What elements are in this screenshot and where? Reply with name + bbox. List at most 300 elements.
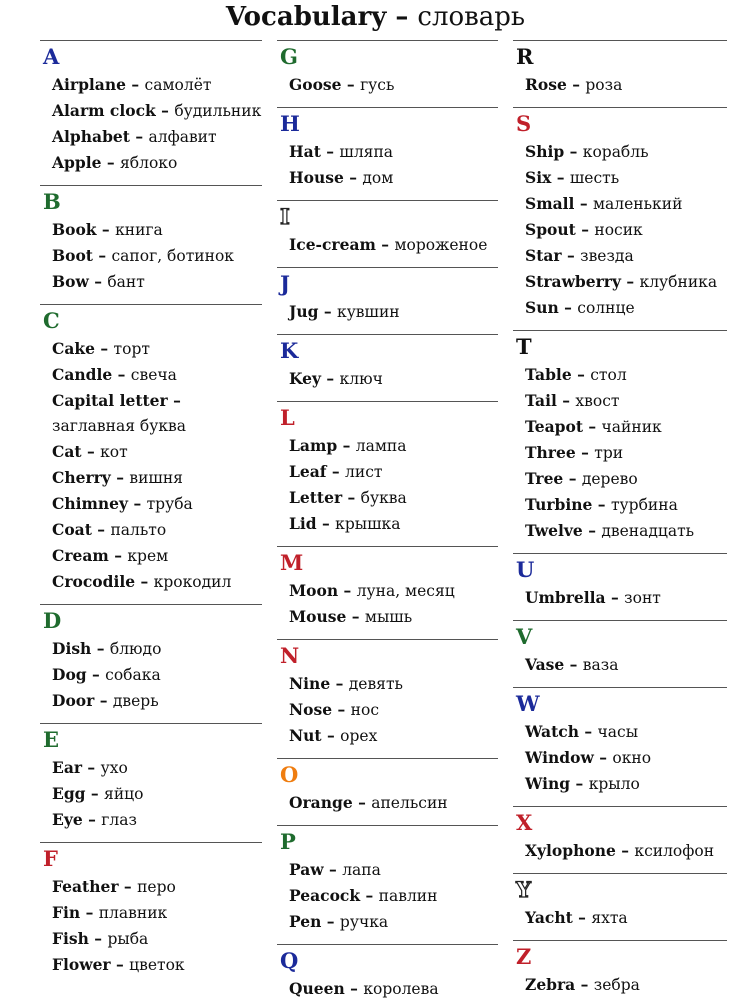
section-letter: I xyxy=(280,204,290,229)
section-letter: S xyxy=(516,111,532,136)
entry-dash: – xyxy=(344,979,364,998)
vocabulary-entry xyxy=(513,295,727,321)
entry-dash: – xyxy=(605,588,625,607)
russian-translation: яблоко xyxy=(120,154,178,172)
entry-dash: – xyxy=(574,194,593,213)
vocabulary-entry xyxy=(40,543,262,569)
english-word: Three xyxy=(525,443,576,462)
english-word: Mouse xyxy=(289,607,347,626)
vocabulary-entry xyxy=(513,771,727,797)
english-word: Jug xyxy=(289,302,319,321)
entry-dash: – xyxy=(91,639,110,658)
entry-dash: – xyxy=(86,665,106,684)
section-letter: O xyxy=(280,762,299,787)
letter-section-v xyxy=(513,620,727,687)
russian-translation: орех xyxy=(340,727,378,745)
section-letter: T xyxy=(516,334,532,359)
english-word: Letter xyxy=(289,488,343,507)
letter-section-m xyxy=(277,546,498,639)
english-word: Rose xyxy=(525,75,567,94)
vocabulary-entry xyxy=(40,636,262,662)
entry-dash: – xyxy=(80,903,99,922)
english-word: Door xyxy=(52,691,95,710)
russian-translation: лапа xyxy=(342,861,381,879)
english-word: Ear xyxy=(52,758,83,777)
entry-dash: – xyxy=(551,168,570,187)
vocabulary-column-3 xyxy=(513,40,727,1000)
russian-translation: луна, месяц xyxy=(356,582,455,600)
russian-translation: зонт xyxy=(624,589,661,607)
vocabulary-entry xyxy=(277,139,498,165)
letter-section-a xyxy=(40,40,262,185)
russian-translation: глаз xyxy=(101,811,137,829)
entry-dash: – xyxy=(108,546,128,565)
english-word: Ice-cream xyxy=(289,235,376,254)
vocabulary-entry xyxy=(513,972,727,998)
russian-translation: маленький xyxy=(592,195,683,213)
vocabulary-entry xyxy=(40,217,262,243)
vocabulary-entry xyxy=(40,781,262,807)
russian-translation: заглавная буква xyxy=(52,417,187,435)
russian-translation: зебра xyxy=(593,976,640,994)
entry-dash: – xyxy=(593,748,613,767)
letter-section-z xyxy=(513,940,727,1000)
section-letter: P xyxy=(280,829,296,854)
english-word: Goose xyxy=(289,75,342,94)
entry-dash: – xyxy=(375,235,395,254)
entry-dash: – xyxy=(318,302,337,321)
english-word: Sun xyxy=(525,298,559,317)
english-word: Dog xyxy=(52,665,87,684)
vocabulary-entry xyxy=(277,883,498,909)
english-word: Book xyxy=(52,220,97,239)
vocabulary-entry xyxy=(513,362,727,388)
vocabulary-entry xyxy=(277,165,498,191)
section-letter: M xyxy=(280,550,304,575)
entry-dash: – xyxy=(167,391,181,410)
english-word: Vase xyxy=(525,655,565,674)
english-word: Alphabet xyxy=(52,127,130,146)
english-word: Moon xyxy=(289,581,339,600)
section-letter: H xyxy=(280,111,300,136)
entry-dash: – xyxy=(343,168,363,187)
english-word: Capital letter xyxy=(52,391,168,410)
entry-dash: – xyxy=(561,246,581,265)
english-word: Bow xyxy=(52,272,89,291)
vocabulary-entry xyxy=(513,585,727,611)
entry-dash: – xyxy=(125,75,145,94)
vocabulary-entry xyxy=(277,366,498,392)
english-word: Coat xyxy=(52,520,92,539)
vocabulary-entry xyxy=(40,439,262,465)
vocabulary-entry xyxy=(40,243,262,269)
vocabulary-entry xyxy=(277,459,498,485)
vocabulary-entry xyxy=(513,466,727,492)
entry-dash: – xyxy=(112,365,131,384)
vocabulary-entry xyxy=(513,139,727,165)
entry-dash: – xyxy=(323,860,343,879)
russian-translation: лампа xyxy=(355,437,407,455)
entry-dash: – xyxy=(564,655,583,674)
letter-section-r xyxy=(513,40,727,107)
vocabulary-entry xyxy=(513,243,727,269)
entry-dash: – xyxy=(620,272,640,291)
letter-section-d xyxy=(40,604,262,723)
vocabulary-entry xyxy=(277,976,498,1000)
vocabulary-entry xyxy=(40,72,262,98)
entry-dash: – xyxy=(82,810,102,829)
english-word: Dish xyxy=(52,639,92,658)
vocabulary-entry xyxy=(277,485,498,511)
vocabulary-entry xyxy=(40,98,262,124)
section-letter: W xyxy=(516,691,540,716)
entry-dash: – xyxy=(316,514,336,533)
section-letter: L xyxy=(280,405,295,430)
russian-translation: королева xyxy=(363,980,439,998)
entry-dash: – xyxy=(82,758,101,777)
entry-dash: – xyxy=(556,391,576,410)
entry-dash: – xyxy=(330,674,349,693)
russian-translation: собака xyxy=(105,666,161,684)
section-letter: Y xyxy=(516,877,531,902)
english-word: Queen xyxy=(289,979,345,998)
section-letter: J xyxy=(280,271,290,296)
russian-translation: крыло xyxy=(588,775,640,793)
english-word: Nine xyxy=(289,674,331,693)
entry-dash: – xyxy=(96,220,116,239)
entry-dash: – xyxy=(341,75,361,94)
vocabulary-entry xyxy=(513,440,727,466)
english-word: Teapot xyxy=(525,417,583,436)
english-word: Xylophone xyxy=(525,841,616,860)
section-letter: K xyxy=(280,338,299,363)
letter-section-l xyxy=(277,401,498,546)
entry-dash: – xyxy=(110,468,130,487)
entry-dash: – xyxy=(558,298,578,317)
russian-translation: звезда xyxy=(580,247,634,265)
vocabulary-entry xyxy=(40,662,262,688)
english-word: Boot xyxy=(52,246,93,265)
english-word: Key xyxy=(289,369,321,388)
russian-translation: солнце xyxy=(577,299,635,317)
english-word: Star xyxy=(525,246,562,265)
vocabulary-entry xyxy=(40,755,262,781)
section-letter: G xyxy=(280,44,298,69)
russian-translation: крем xyxy=(127,547,169,565)
entry-dash: – xyxy=(85,784,105,803)
section-letter: A xyxy=(43,44,60,69)
english-word: Tail xyxy=(525,391,557,410)
entry-dash: – xyxy=(570,774,589,793)
russian-translation: носик xyxy=(594,221,643,239)
entry-dash: – xyxy=(155,101,175,120)
vocabulary-entry xyxy=(40,900,262,926)
russian-translation: ухо xyxy=(100,759,128,777)
title-russian: словарь xyxy=(417,2,526,32)
english-word: Umbrella xyxy=(525,588,606,607)
vocabulary-entry xyxy=(40,491,262,517)
entry-dash: – xyxy=(320,142,340,161)
english-word: Strawberry xyxy=(525,272,621,291)
vocabulary-entry xyxy=(277,671,498,697)
section-letter: D xyxy=(43,608,62,633)
russian-translation: самолёт xyxy=(144,76,212,94)
english-word: Cherry xyxy=(52,468,111,487)
russian-translation: торт xyxy=(113,340,150,358)
russian-translation: ручка xyxy=(339,913,389,931)
entry-dash: – xyxy=(615,841,635,860)
vocabulary-entry xyxy=(40,688,262,714)
english-word: Ship xyxy=(525,142,565,161)
vocabulary-entry xyxy=(40,517,262,543)
letter-section-t xyxy=(513,330,727,553)
letter-section-n xyxy=(277,639,498,758)
entry-dash: – xyxy=(583,417,602,436)
russian-translation: три xyxy=(594,444,624,462)
russian-translation: лист xyxy=(345,463,383,481)
vocabulary-entry xyxy=(40,569,262,595)
english-word: Turbine xyxy=(525,495,593,514)
english-word: Paw xyxy=(289,860,324,879)
russian-translation: павлин xyxy=(378,887,438,905)
entry-dash: – xyxy=(88,929,108,948)
letter-section-j xyxy=(277,267,498,334)
letter-section-q xyxy=(277,944,498,1000)
russian-translation: мороженое xyxy=(394,236,488,254)
russian-translation: перо xyxy=(137,878,176,896)
english-word: Watch xyxy=(525,722,579,741)
vocabulary-entry xyxy=(513,165,727,191)
russian-translation: дверь xyxy=(112,692,159,710)
russian-translation: блюдо xyxy=(109,640,162,658)
entry-dash: – xyxy=(592,495,611,514)
letter-section-s xyxy=(513,107,727,330)
section-letter: C xyxy=(43,308,60,333)
russian-translation: хвост xyxy=(575,392,620,410)
english-word: Lid xyxy=(289,514,317,533)
vocabulary-entry xyxy=(277,909,498,935)
entry-dash: – xyxy=(582,521,602,540)
entry-dash: – xyxy=(88,272,108,291)
vocabulary-entry xyxy=(277,697,498,723)
russian-translation: пальто xyxy=(110,521,167,539)
english-word: Cat xyxy=(52,442,82,461)
russian-translation: яхта xyxy=(591,909,628,927)
vocabulary-entry xyxy=(40,926,262,952)
english-word: Pen xyxy=(289,912,322,931)
english-word: Tree xyxy=(525,469,564,488)
english-word: Fin xyxy=(52,903,81,922)
russian-translation: двенадцать xyxy=(601,522,695,540)
entry-dash: – xyxy=(321,912,340,931)
vocabulary-entry xyxy=(513,72,727,98)
letter-section-h xyxy=(277,107,498,200)
russian-translation: окно xyxy=(612,749,652,767)
russian-translation: ксилофон xyxy=(634,842,715,860)
russian-translation: сапог, ботинок xyxy=(111,247,234,265)
entry-dash: – xyxy=(332,700,351,719)
russian-translation: турбина xyxy=(610,496,678,514)
letter-section-e xyxy=(40,723,262,842)
vocabulary-entry xyxy=(277,857,498,883)
russian-translation: часы xyxy=(597,723,639,741)
entry-dash: – xyxy=(571,365,591,384)
entry-dash: – xyxy=(575,220,595,239)
vocabulary-entry xyxy=(40,874,262,900)
section-letter: Q xyxy=(280,948,299,973)
vocabulary-entry xyxy=(513,905,727,931)
english-word: Hat xyxy=(289,142,321,161)
section-letter: N xyxy=(280,643,300,668)
vocabulary-column-2 xyxy=(277,40,498,1000)
letter-section-f xyxy=(40,842,262,987)
letter-section-y xyxy=(513,873,727,940)
russian-translation: гусь xyxy=(360,76,395,94)
letter-section-b xyxy=(40,185,262,304)
entry-dash: – xyxy=(360,886,379,905)
entry-dash: – xyxy=(566,75,586,94)
entry-dash: – xyxy=(81,442,101,461)
russian-translation: кот xyxy=(100,443,128,461)
english-word: Wing xyxy=(525,774,571,793)
letter-section-o xyxy=(277,758,498,825)
entry-dash: – xyxy=(118,877,138,896)
russian-translation: цветок xyxy=(129,956,185,974)
english-word: Lamp xyxy=(289,436,338,455)
entry-dash: – xyxy=(321,726,341,745)
entry-dash: – xyxy=(575,443,595,462)
russian-translation: корабль xyxy=(582,143,649,161)
russian-translation: вишня xyxy=(129,469,183,487)
russian-translation: рыба xyxy=(107,930,149,948)
page-title xyxy=(0,1,751,33)
letter-section-u xyxy=(513,553,727,620)
entry-dash: – xyxy=(135,572,154,591)
english-word: Twelve xyxy=(525,521,583,540)
russian-translation: труба xyxy=(146,495,193,513)
vocabulary-entry xyxy=(513,719,727,745)
entry-dash: – xyxy=(101,153,120,172)
vocabulary-entry xyxy=(513,492,727,518)
section-letter: R xyxy=(516,44,534,69)
english-word: Apple xyxy=(52,153,102,172)
russian-translation: будильник xyxy=(174,102,262,120)
russian-translation: крокодил xyxy=(153,573,232,591)
vocabulary-entry xyxy=(277,433,498,459)
english-word: Small xyxy=(525,194,575,213)
vocabulary-entry xyxy=(277,299,498,325)
russian-translation: ваза xyxy=(582,656,619,674)
entry-dash: – xyxy=(575,975,594,994)
english-word: Cake xyxy=(52,339,95,358)
english-word: Orange xyxy=(289,793,353,812)
vocabulary-entry xyxy=(513,191,727,217)
letter-section-g xyxy=(277,40,498,107)
section-letter: U xyxy=(516,557,535,582)
entry-dash: – xyxy=(129,127,149,146)
english-word: Feather xyxy=(52,877,119,896)
entry-dash: – xyxy=(337,436,356,455)
vocabulary-entry xyxy=(513,414,727,440)
russian-translation: плавник xyxy=(98,904,168,922)
russian-translation: крышка xyxy=(335,515,401,533)
vocabulary-entry xyxy=(40,952,262,978)
russian-translation: клубника xyxy=(639,273,718,291)
entry-dash: – xyxy=(321,369,340,388)
vocabulary-entry xyxy=(40,388,262,439)
vocabulary-entry xyxy=(40,465,262,491)
vocabulary-entry xyxy=(277,604,498,630)
title-dash: – xyxy=(386,2,418,32)
vocabulary-entry xyxy=(40,362,262,388)
vocabulary-entry xyxy=(40,336,262,362)
english-word: Peacock xyxy=(289,886,361,905)
entry-dash: – xyxy=(346,607,365,626)
english-word: Spout xyxy=(525,220,576,239)
russian-translation: чайник xyxy=(601,418,662,436)
section-letter: B xyxy=(43,189,61,214)
russian-translation: свеча xyxy=(130,366,177,384)
entry-dash: – xyxy=(564,142,583,161)
vocabulary-entry xyxy=(277,232,498,258)
letter-section-c xyxy=(40,304,262,604)
vocabulary-entry xyxy=(513,518,727,544)
english-word: Window xyxy=(525,748,594,767)
vocabulary-entry xyxy=(513,269,727,295)
vocabulary-entry xyxy=(40,150,262,176)
vocabulary-entry xyxy=(40,807,262,833)
english-word: Yacht xyxy=(525,908,573,927)
section-letter: E xyxy=(43,727,60,752)
vocabulary-entry xyxy=(40,124,262,150)
vocabulary-entry xyxy=(513,652,727,678)
english-word: Leaf xyxy=(289,462,327,481)
english-word: Nut xyxy=(289,726,322,745)
russian-translation: ключ xyxy=(339,370,383,388)
russian-translation: яйцо xyxy=(104,785,144,803)
vocabulary-column-1 xyxy=(40,40,262,987)
vocabulary-entry xyxy=(513,217,727,243)
vocabulary-entry xyxy=(277,72,498,98)
vocabulary-entry xyxy=(513,745,727,771)
english-word: Nose xyxy=(289,700,333,719)
russian-translation: шляпа xyxy=(339,143,394,161)
russian-translation: роза xyxy=(585,76,623,94)
letter-section-p xyxy=(277,825,498,944)
entry-dash: – xyxy=(91,520,111,539)
russian-translation: апельсин xyxy=(371,794,448,812)
russian-translation: бант xyxy=(107,273,145,291)
title-english: Vocabulary xyxy=(225,2,387,32)
vocabulary-entry xyxy=(277,511,498,537)
entry-dash: – xyxy=(572,908,592,927)
entry-dash: – xyxy=(92,246,112,265)
entry-dash: – xyxy=(326,462,346,481)
english-word: Crocodile xyxy=(52,572,136,591)
entry-dash: – xyxy=(338,581,357,600)
english-word: Six xyxy=(525,168,552,187)
english-word: Fish xyxy=(52,929,89,948)
entry-dash: – xyxy=(94,691,113,710)
russian-translation: дом xyxy=(362,169,394,187)
section-letter: Z xyxy=(516,944,532,969)
russian-translation: дерево xyxy=(581,470,638,488)
english-word: Table xyxy=(525,365,572,384)
english-word: Flower xyxy=(52,955,111,974)
russian-translation: алфавит xyxy=(148,128,217,146)
vocabulary-entry xyxy=(40,269,262,295)
vocabulary-entry xyxy=(277,790,498,816)
